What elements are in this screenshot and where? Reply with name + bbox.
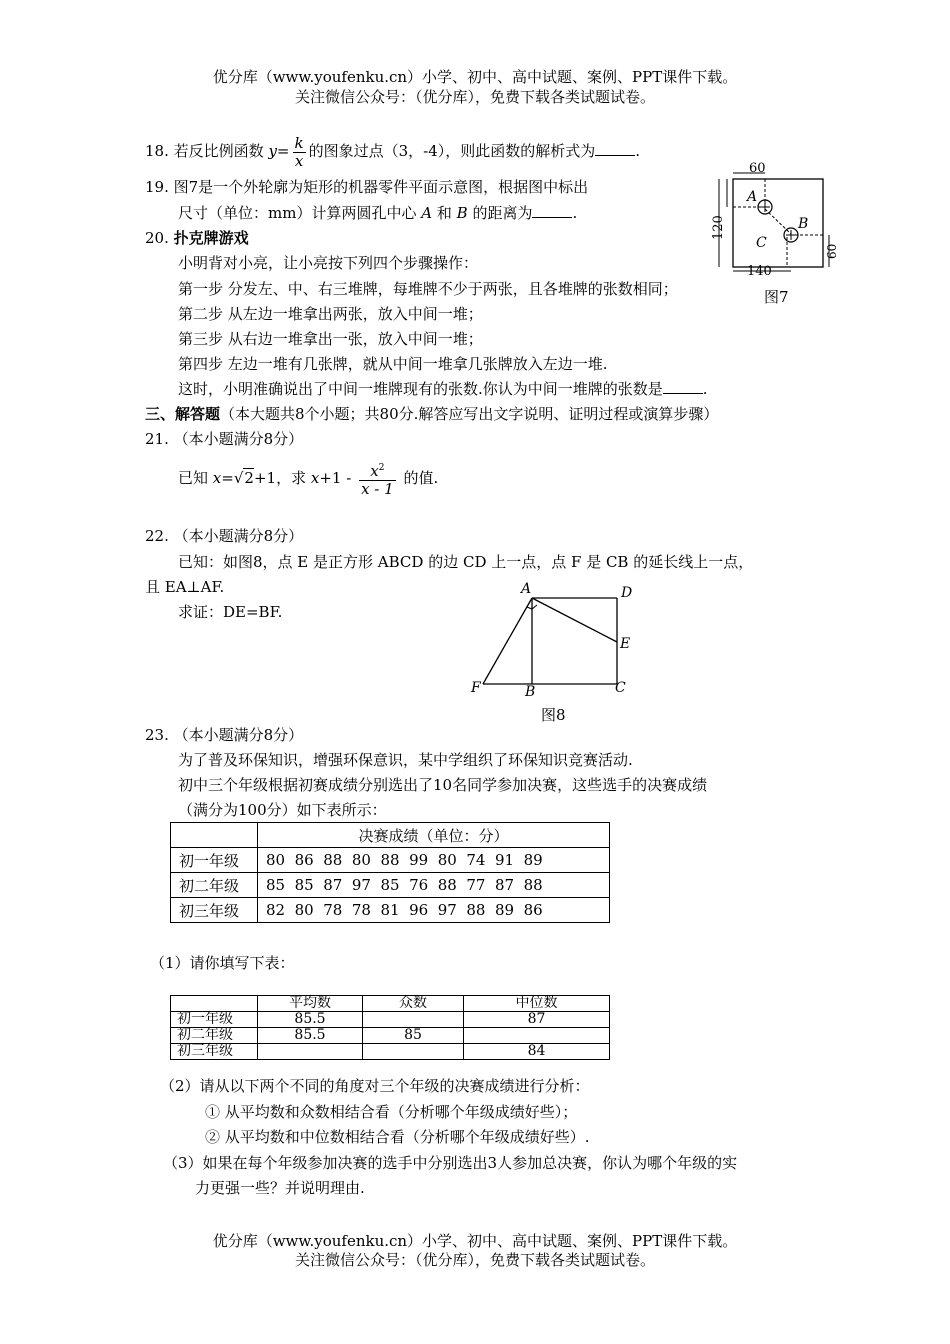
label-d: D	[621, 585, 633, 601]
question-number: 23.	[145, 726, 169, 744]
question-number: 19.	[145, 178, 169, 196]
conj: 和	[436, 204, 452, 222]
q20-line-3: 第二步 从左边一堆拿出两张，放入中间一堆；	[178, 305, 483, 323]
q22-line-3: 求证：DE=BF.	[178, 603, 283, 621]
grade-cell: 初一年级	[171, 848, 258, 873]
plus-one: +1，求	[253, 469, 307, 487]
q23-part-3-line-1: （3）如果在每个年级参加决赛的选手中分别选出3人参加总决赛，你认为哪个年级的实	[163, 1154, 738, 1172]
question-text: 这时，小明准确说出了中间一堆牌现有的张数.你认为中间一堆牌的张数是	[178, 380, 663, 398]
q23-line-3: （满分为100分）如下表所示：	[178, 801, 387, 819]
q20-line-5: 第四步 左边一堆有几张牌，就从中间一堆拿几张牌放入左边一堆.	[178, 355, 608, 373]
table-header-row	[171, 996, 610, 1012]
tail-text: 的值.	[403, 469, 439, 487]
question-text: 图7是一个外轮廓为矩形的机器零件平面示意图，根据图中标出	[173, 178, 589, 196]
period: .	[702, 380, 708, 398]
mean-cell[interactable]	[258, 1044, 363, 1060]
question-22-header	[145, 525, 303, 546]
header-mean: 平均数	[258, 996, 363, 1012]
question-20-title	[145, 227, 249, 248]
figure-8	[465, 578, 640, 703]
question-19-line-1	[145, 176, 588, 197]
dim-bottom: 140	[747, 264, 772, 279]
mean-cell[interactable]: 85.5	[258, 1028, 363, 1044]
label-f: F	[471, 680, 481, 696]
section-note: （本大题共8个小题；共80分.解答应写出文字说明、证明过程或演算步骤）	[220, 405, 719, 423]
period: .	[572, 204, 578, 222]
dim-right: 60	[825, 243, 839, 259]
label-a: A	[521, 581, 532, 597]
header-line-2: 关注微信公众号：（优分库），免费下载各类试题试卷。	[294, 88, 655, 106]
table-row	[171, 848, 610, 873]
fraction-denominator: x - 1	[361, 480, 394, 498]
mode-cell[interactable]	[363, 1012, 464, 1028]
header-median: 中位数	[464, 996, 610, 1012]
question-21-header	[145, 428, 303, 449]
section-3-heading	[145, 403, 718, 424]
question-number: 21.	[145, 430, 169, 448]
question-score: （本小题满分8分）	[173, 430, 304, 448]
mode-cell[interactable]: 85	[363, 1028, 464, 1044]
table-row	[171, 1012, 610, 1028]
q23-part-2-item-2: ② 从平均数和中位数相结合看（分析哪个年级成绩好些）.	[205, 1128, 590, 1146]
fraction-numerator	[359, 460, 396, 481]
expr-x: x	[310, 469, 320, 487]
header-line-1: 优分库（www.youfenku.cn）小学、初中、高中试题、案例、PPT课件下载。	[212, 68, 738, 86]
equals: =	[221, 469, 234, 487]
label-a: A	[747, 189, 758, 205]
table-header-empty	[171, 823, 258, 848]
question-23-header	[145, 724, 303, 745]
period: .	[635, 142, 641, 160]
q23-line-2: 初中三个年级根据初赛成绩分别选出了10名同学参加决赛，这些选手的决赛成绩	[178, 776, 708, 794]
grade-cell: 初二年级	[171, 1028, 258, 1044]
label-e: E	[620, 636, 631, 652]
q20-line-1: 小明背对小亮，让小亮按下列四个步骤操作：	[178, 254, 479, 272]
given-label: 已知	[178, 469, 209, 487]
stats-table	[170, 995, 610, 1060]
scores-cell: 82 80 78 78 81 96 97 88 89 86	[258, 898, 610, 923]
q23-line-1: 为了普及环保知识，增强环保意识，某中学组织了环保知识竞赛活动.	[178, 751, 633, 769]
grade-cell: 初二年级	[171, 873, 258, 898]
answer-blank[interactable]	[663, 379, 703, 394]
footer-line-2: 关注微信公众号：（优分库），免费下载各类试题试卷。	[294, 1251, 655, 1269]
q22-line-1: 已知：如图8，点 E 是正方形 ABCD 的边 CD 上一点，点 F 是 CB 的延长线上一点，	[178, 553, 754, 571]
fraction-denominator: x	[294, 151, 304, 170]
label-b: B	[798, 216, 809, 232]
func-y: y	[268, 142, 277, 160]
question-number: 18.	[145, 142, 169, 160]
q23-part-2: （2）请从以下两个不同的角度对三个年级的决赛成绩进行分析：	[160, 1077, 590, 1095]
question-score: （本小题满分8分）	[173, 726, 304, 744]
answer-blank[interactable]	[532, 203, 572, 218]
mode-cell[interactable]	[363, 1044, 464, 1060]
question-text-2: 的图象过点（3，-4），则此函数的解析式为	[308, 142, 596, 160]
median-cell[interactable]: 84	[464, 1044, 610, 1060]
fraction-numerator: k	[294, 133, 304, 152]
footer-line-1: 优分库（www.youfenku.cn）小学、初中、高中试题、案例、PPT课件下载。	[212, 1232, 738, 1250]
section-label: 三、解答题	[145, 405, 221, 423]
question-text: 若反比例函数	[173, 142, 264, 160]
sqrt-arg: 2	[244, 469, 254, 487]
dim-left: 120	[711, 215, 726, 240]
q23-part-2-item-1: ① 从平均数和众数相结合看（分析哪个年级成绩好些）；	[205, 1103, 578, 1121]
question-text: 尺寸（单位：mm）计算两圆孔中心	[178, 204, 417, 222]
fraction-x2-over-x-minus-1	[359, 460, 396, 498]
numerator-exponent: 2	[378, 463, 385, 473]
question-19-line-2	[178, 202, 577, 223]
question-number: 22.	[145, 527, 169, 545]
grade-cell: 初一年级	[171, 1012, 258, 1028]
mean-cell[interactable]: 85.5	[258, 1012, 363, 1028]
figure-7	[705, 155, 840, 290]
question-number: 20.	[145, 229, 169, 247]
q22-line-2: 且 EA⊥AF.	[145, 578, 225, 596]
table-row	[171, 898, 610, 923]
grade-cell: 初三年级	[171, 1044, 258, 1060]
label-c: C	[756, 235, 767, 251]
dim-top: 60	[749, 161, 766, 176]
var-x: x	[212, 469, 222, 487]
median-cell[interactable]	[464, 1028, 610, 1044]
numerator-x: x	[370, 462, 379, 480]
grade-cell: 初三年级	[171, 898, 258, 923]
func-eq: =	[276, 142, 290, 160]
figure-8-caption: 图8	[541, 706, 566, 724]
question-score: （本小题满分8分）	[173, 527, 304, 545]
scores-table	[170, 822, 610, 923]
table-header: 决赛成绩（单位：分）	[258, 823, 610, 848]
q23-part-1: （1）请你填写下表：	[150, 954, 295, 972]
point-a: A	[421, 204, 433, 222]
question-18	[145, 134, 640, 170]
question-text-2: 的距离为	[472, 204, 533, 222]
q23-part-3-line-2: 力更强一些？并说明理由.	[195, 1179, 365, 1197]
q20-line-4: 第三步 从右边一堆拿出一张，放入中间一堆；	[178, 330, 483, 348]
table-row	[171, 1044, 610, 1060]
header-empty	[171, 996, 258, 1012]
q20-last-line	[178, 378, 708, 399]
label-b: B	[525, 684, 536, 700]
question-title: 扑克牌游戏	[173, 229, 249, 247]
scores-cell: 80 86 88 80 88 99 80 74 91 89	[258, 848, 610, 873]
table-row	[171, 873, 610, 898]
header-mode: 众数	[363, 996, 464, 1012]
q20-line-2: 第一步 分发左、中、右三堆牌，每堆牌不少于两张，且各堆牌的张数相同；	[178, 280, 678, 298]
point-b: B	[456, 204, 468, 222]
fraction-k-over-x	[293, 135, 306, 170]
table-row	[171, 1028, 610, 1044]
median-cell[interactable]: 87	[464, 1012, 610, 1028]
figure-7-caption: 图7	[764, 288, 789, 306]
scores-cell: 85 85 87 97 85 76 88 77 87 88	[258, 873, 610, 898]
question-21-body: 已知 x=√2+1，求 x+1 - $\frac{x^2}{x - 1}$ 的值.	[178, 462, 439, 498]
label-c: C	[615, 680, 626, 696]
answer-blank[interactable]	[595, 141, 635, 156]
expr-rest: +1 -	[319, 469, 352, 487]
table-header-row	[171, 823, 610, 848]
